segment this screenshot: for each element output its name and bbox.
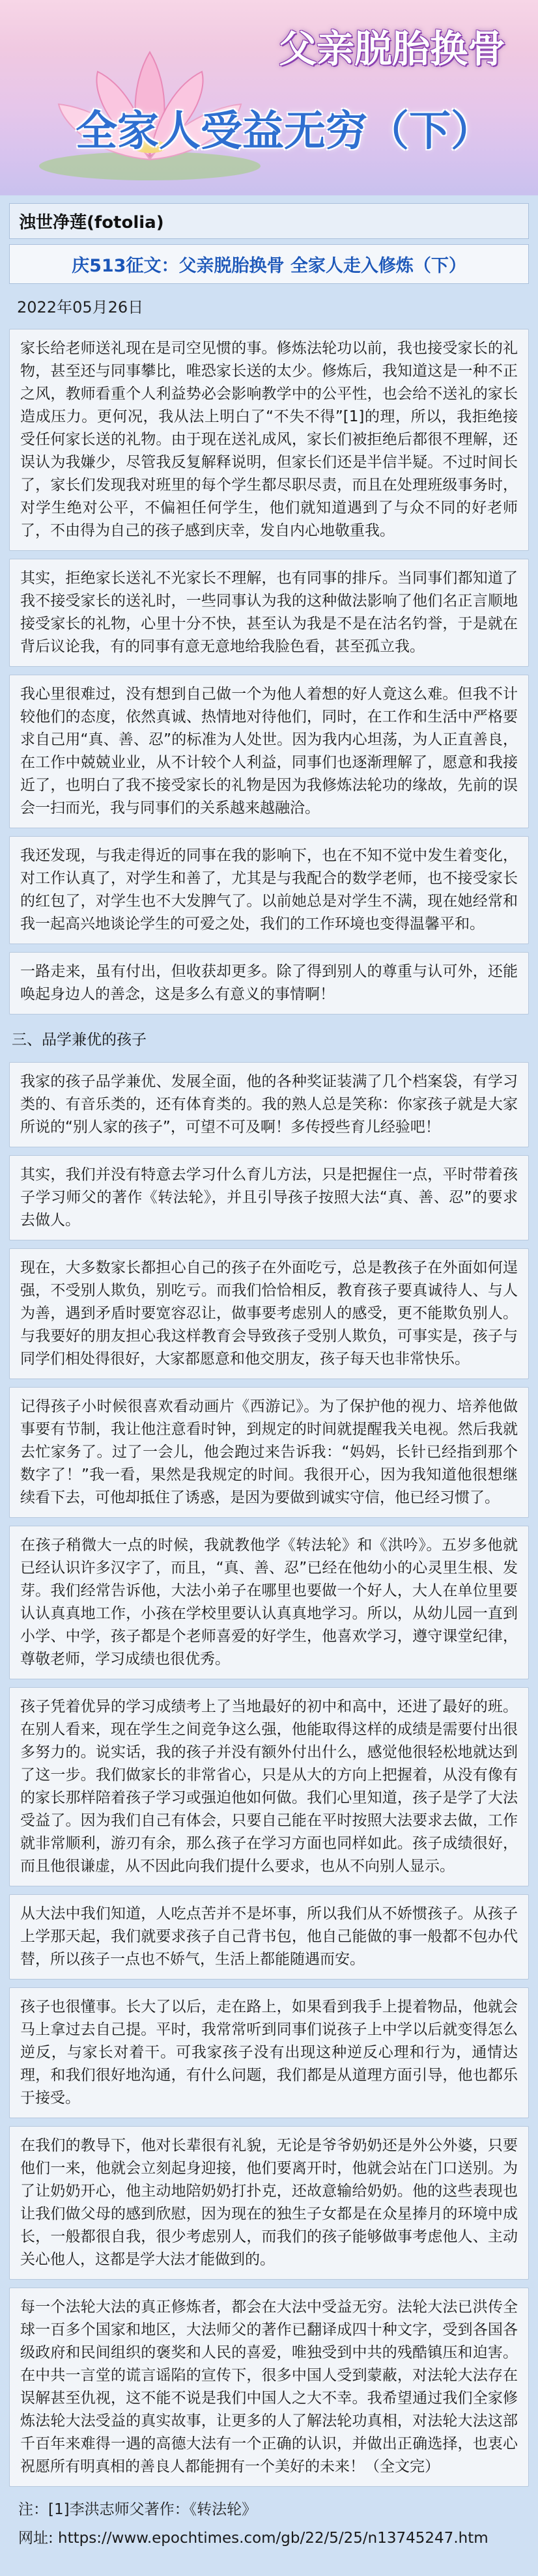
paragraph: 其实，拒绝家长送礼不光家长不理解，也有同事的排斥。当同事们都知道了我不接受家长的送礼时，一些同事认为我的这种做法影响了他们名正言顺地接受家长的礼物，心里十分不快，甚至认为我是不是在沽名钓誉，于是就在背后议论我，有的同事有意无意地给我脸色看，甚至孤立我。 [9, 559, 529, 667]
article-body [0, 203, 538, 2562]
banner-title-line1: 父亲脱胎换骨 [278, 27, 505, 71]
paragraph: 记得孩子小时候很喜欢看动画片《西游记》。为了保护他的视力、培养他做事要有节制，我让他注意看时钟，到规定的时间就提醒我关电视。然后我就去忙家务了。过了一会儿，他会跑过来告诉我：“妈妈，长针已经指到那个数字了！”我一看，果然是我规定的时间。我很开心，因为我知道他很想继续看下去，可他却抵住了诱惑，是因为要做到诚实守信，他已经习惯了。 [9, 1387, 529, 1518]
paragraph: 孩子也很懂事。长大了以后，走在路上，如果看到我手上提着物品，他就会马上拿过去自己提。平时，我常常听到同事们说孩子上中学以后就变得怎么逆反，与家长对着干。可我家孩子没有出现这种逆反心理和行为，通情达理，和我们很好地沟通，有什么问题，我们都是从道理方面引导，他也都乐于接受。 [9, 1987, 529, 2118]
paragraph: 其实，我们并没有特意去学习什么育儿方法，只是把握住一点，平时带着孩子学习师父的著作《转法轮》，并且引导孩子按照大法“真、善、忍”的要求去做人。 [9, 1155, 529, 1240]
paragraph: 现在，大多数家长都担心自己的孩子在外面吃亏，总是教孩子在外面如何逞强，不受别人欺负，别吃亏。而我们恰恰相反，教育孩子要真诚待人、与人为善，遇到矛盾时要宽容忍让，做事要考虑别人的感受，更不能欺负别人。与我要好的朋友担心我这样教育会导致孩子受别人欺负，可事实是，孩子与同学们相处得很好，大家都愿意和他交朋友，孩子每天也非常快乐。 [9, 1248, 529, 1379]
paragraph: 从大法中我们知道，人吃点苦并不是坏事，所以我们从不娇惯孩子。从孩子上学那天起，我们就要求孩子自己背书包，他自己能做的事一般都不包办代替，所以孩子一点也不娇气，生活上都能随遇而安。 [9, 1894, 529, 1980]
paragraph: 孩子凭着优异的学习成绩考上了当地最好的初中和高中，还进了最好的班。在别人看来，现在学生之间竞争这么强，他能取得这样的成绩是需要付出很多努力的。说实话，我的孩子并没有额外付出什么，感觉他很轻松地就达到了这一步。我们做家长的非常省心，只是从大的方向上把握着，从没有像有的家长那样陪着孩子学习或强迫他如何做。我们心里知道，孩子是学了大法受益了。因为我们自己有体会，只要自己能在平时按照大法要求去做，工作就非常顺利，游刃有余，那么孩子在学习方面也同样如此。孩子成绩很好，而且他很谦虚，从不因此向我们提什么要求，也从不向别人显示。 [9, 1687, 529, 1886]
banner-title-line2: 全家人受益无穷（下） [76, 107, 492, 156]
article-headline: 庆513征文：父亲脱胎换骨 全家人走入修炼（下） [9, 244, 529, 284]
paragraph: 我心里很难过，没有想到自己做一个为他人着想的好人竟这么难。但我不计较他们的态度，依然真诚、热情地对待他们，同时，在工作和生活中严格要求自己用“真、善、忍”的标准为人处世。因为我内心坦荡，为人正直善良，在工作中兢兢业业，从不计较个人利益，同事们也逐渐理解了，愿意和我接近了，也明白了我不接受家长的礼物是因为我修炼法轮功的缘故，先前的误会一扫而光，我与同事们的关系越来越融洽。 [9, 675, 529, 828]
paragraph: 我还发现，与我走得近的同事在我的影响下，也在不知不觉中发生着变化，对工作认真了，对学生和善了，尤其是与我配合的数学老师，也不接受家长的红包了，对学生也不大发脾气了。以前她总是对学生不满，现在她经常和我一起高兴地谈论学生的可爱之处，我们的工作环境也变得温馨平和。 [9, 836, 529, 944]
footnote: 注：[1]李洪志师父著作：《转法轮》 [18, 2501, 257, 2518]
source-url[interactable]: 网址: https://www.epochtimes.com/gb/22/5/25/n13745247.htm [18, 2530, 488, 2547]
paragraph: 家长给老师送礼现在是司空见惯的事。修炼法轮功以前，我也接受家长的礼物，甚至还与同事攀比，唯恐家长送的太少。修炼后，我知道这是一种不正之风，教师看重个人利益势必会影响教学中的公平性，也会给不送礼的家长造成压力。更何况，我从法上明白了“不失不得”[1]的理，所以，我拒绝接受任何家长送的礼物。由于现在送礼成风，家长们被拒绝后都很不理解，还误认为我嫌少，尽管我反复解释说明，但家长们还是半信半疑。不过时间长了，家长们发现我对班里的每个学生都尽职尽责，而且在处理班级事务时，对学生绝对公平，不偏袒任何学生，他们就知道遇到了与众不同的好老师了，不由得为自己的孩子感到庆幸，发自内心地敬重我。 [9, 329, 529, 551]
paragraph: 一路走来，虽有付出，但收获却更多。除了得到别人的尊重与认可外，还能唤起身边人的善念，这是多么有意义的事情啊！ [9, 952, 529, 1015]
section-heading: 三、品学兼优的孩子 [12, 1031, 147, 1048]
paragraph: 在孩子稍微大一点的时候，我就教他学《转法轮》和《洪吟》。五岁多他就已经认识许多汉字了，而且，“真、善、忍”已经在他幼小的心灵里生根、发芽。我们经常告诉他，大法小弟子在哪里也要做一个好人，大人在单位里要认认真真地工作，小孩在学校里要认认真真地学习。所以，从幼儿园一直到小学、中学，孩子都是个老师喜爱的好学生，他喜欢学习，遵守课堂纪律，尊敬老师，学习成绩也很优秀。 [9, 1526, 529, 1679]
header-banner [0, 0, 538, 195]
author-credit: 浊世净莲(fotolia) [9, 203, 529, 239]
paragraph: 每一个法轮大法的真正修炼者，都会在大法中受益无穷。法轮大法已洪传全球一百多个国家和地区，大法师父的著作已翻译成四十种文字，受到各国各级政府和民间组织的褒奖和人民的喜爱，唯独受到中共的残酷镇压和迫害。在中共一言堂的谎言谣陷的宣传下，很多中国人受到蒙蔽，对法轮大法存在误解甚至仇视，这不能不说是我们中国人之大不幸。我希望通过我们全家修炼法轮大法受益的真实故事，让更多的人了解法轮功真相，对法轮大法这部千百年来难得一遇的高德大法有一个正确的认识，并做出正确选择，也衷心祝愿所有明真相的善良人都能拥有一个美好的未来！（全文完） [9, 2288, 529, 2487]
paragraph: 在我们的教导下，他对长辈很有礼貌，无论是爷爷奶奶还是外公外婆，只要他们一来，他就会立刻起身迎接，他们要离开时，他就会站在门口送别。为了让奶奶开心，他主动地陪奶奶打扑克，还故意输给奶奶。他的这些表现也让我们做父母的感到欣慰，因为现在的独生子女都是在众星捧月的环境中成长，一般都很自我，很少考虑别人，而我们的孩子能够做事考虑他人、主动关心他人，这都是学大法才能做到的。 [9, 2126, 529, 2280]
publish-date: 2022年05月26日 [17, 298, 144, 316]
paragraph: 我家的孩子品学兼优、发展全面，他的各种奖证装满了几个档案袋，有学习类的、有音乐类的，还有体育类的。我的熟人总是笑称：你家孩子就是大家所说的“别人家的孩子”，可望不可及啊！多传授些育儿经验吧！ [9, 1062, 529, 1147]
